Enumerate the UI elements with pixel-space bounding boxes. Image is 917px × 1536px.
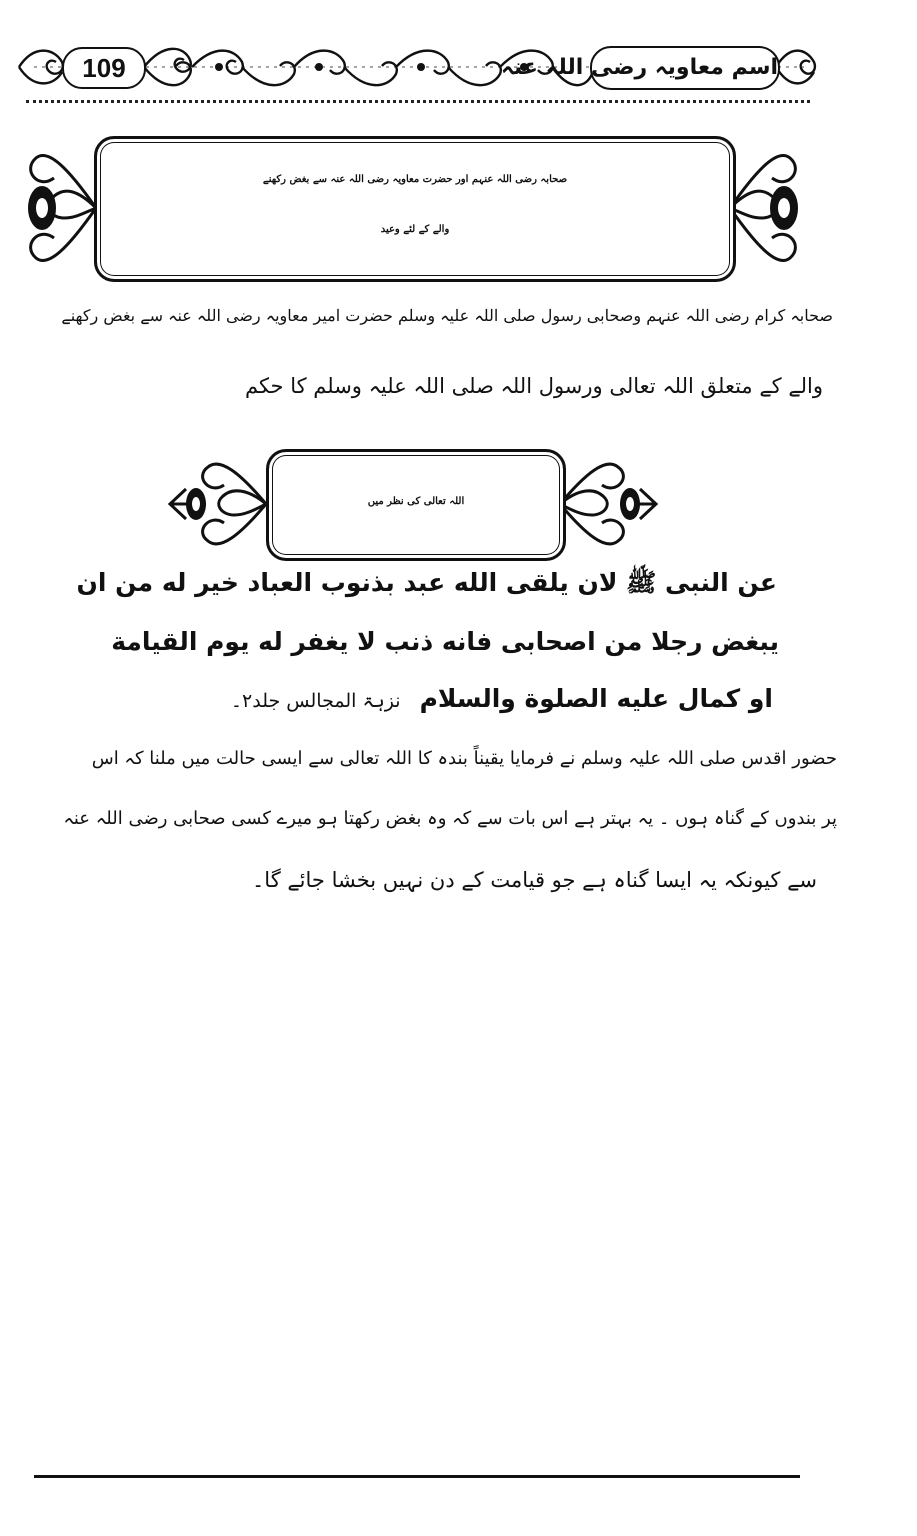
left-scroll-ornament <box>166 443 270 565</box>
running-header <box>0 0 917 110</box>
translation-line-2: پر بندوں کے گناہ ہوں ۔ یہ بہتر ہے اس بات سے کہ وہ بغض رکھتا ہو میرے کسی صحابی رضی اللہ عنہ <box>63 808 837 829</box>
hadith-line-1: عن النبى ﷺ لان يلقى الله عبد بذنوب العباد خير له من ان <box>76 568 777 597</box>
footer-rule <box>34 1475 800 1478</box>
section-heading-box <box>94 136 736 282</box>
sub-heading-frame <box>166 443 660 565</box>
sub-heading-box <box>266 449 566 561</box>
right-scroll-ornament <box>556 443 660 565</box>
sub-heading-text: اللہ تعالی کی نظر میں <box>367 496 465 507</box>
hadith-line-2: يبغض رجلا من اصحابى فانه ذنب لا يغفر له يوم القيامة <box>111 627 779 656</box>
section-heading-line-1: صحابہ رضی اللہ عنہم اور حضرت معاویہ رضی اللہ عنہ سے بغض رکھنے <box>262 174 568 185</box>
header-dotted-divider <box>26 100 810 103</box>
translation-line-3: سے کیونکہ یہ ایسا گناہ ہے جو قیامت کے دن نہیں بخشا جائے گا۔ <box>251 868 817 892</box>
section-heading-frame <box>8 128 818 288</box>
section-heading-line-2: والے کے لئے وعید <box>380 224 450 235</box>
page-number: 109 <box>62 47 146 89</box>
left-scroll-ornament <box>8 128 100 288</box>
hadith-line-3: او كمال عليه الصلوة والسلام <box>419 684 773 713</box>
right-scroll-ornament <box>726 128 818 288</box>
intro-line-2: والے کے متعلق اللہ تعالی ورسول اللہ صلی اللہ علیہ وسلم کا حکم <box>244 374 823 398</box>
hadith-line-3-row <box>231 684 773 713</box>
book-title: اسم معاویہ رضی اللہ عنہ <box>590 46 780 90</box>
intro-line-1: صحابہ کرام رضی اللہ عنہم وصحابی رسول صلی اللہ علیہ وسلم حضرت امیر معاویہ رضی اللہ عنہ سے بغض رکھنے <box>61 306 833 325</box>
hadith-reference: نزہۃ المجالس جلد۲۔ <box>230 690 401 712</box>
translation-line-1: حضور اقدس صلی اللہ علیہ وسلم نے فرمایا یقیناً بندہ کا اللہ تعالی سے ایسی حالت میں ملنا کہ اس <box>91 748 837 769</box>
